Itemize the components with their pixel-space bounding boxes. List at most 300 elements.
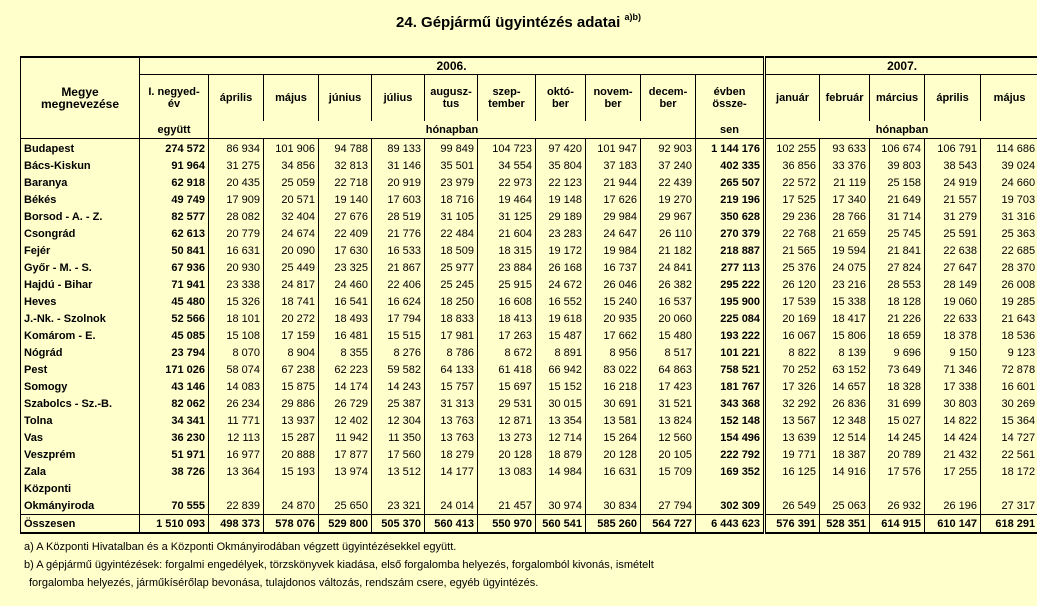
- cell-q1: 36 230: [140, 429, 209, 446]
- table-row: [21, 293, 1037, 310]
- cell-q1: 62 918: [140, 174, 209, 191]
- cell-month-2007: 14 916: [820, 463, 870, 480]
- cell-month: 14 174: [319, 378, 372, 395]
- cell-month-2007: 18 536: [981, 327, 1037, 344]
- cell-month-2007: 25 745: [870, 225, 925, 242]
- cell-month: 15 287: [264, 429, 319, 446]
- cell-month: 18 279: [425, 446, 478, 463]
- cell-month-2007: 21 643: [981, 310, 1037, 327]
- cell-annual: 169 352: [696, 463, 765, 480]
- cell-q1: 50 841: [140, 242, 209, 259]
- cell-month: 13 763: [425, 429, 478, 446]
- cell-month-2007: 25 063: [820, 497, 870, 515]
- cell-month: 8 956: [586, 344, 641, 361]
- cell-month-2007: 17 340: [820, 191, 870, 208]
- cell-month: 32 813: [319, 157, 372, 174]
- header-month-2007: május: [981, 75, 1037, 122]
- row-name: J.-Nk. - Szolnok: [21, 310, 140, 327]
- cell-month: 31 275: [209, 157, 264, 174]
- cell-month-2007: 20 789: [870, 446, 925, 463]
- cell-month: 26 382: [641, 276, 696, 293]
- row-name: Békés: [21, 191, 140, 208]
- cell-month-2007: 14 424: [925, 429, 981, 446]
- header-month-2007: március: [870, 75, 925, 122]
- table-row: [21, 208, 1037, 225]
- cell-month-2007: 31 714: [870, 208, 925, 225]
- cell-month-2007: 22 685: [981, 242, 1037, 259]
- cell-month-2007: 576 391: [765, 515, 820, 534]
- cell-month: 8 355: [319, 344, 372, 361]
- cell-month: 21 604: [478, 225, 536, 242]
- cell-month: 25 915: [478, 276, 536, 293]
- cell-month-2007: 22 633: [925, 310, 981, 327]
- table-row: [21, 480, 1037, 497]
- cell-month: 505 370: [372, 515, 425, 534]
- cell-month: 26 168: [536, 259, 586, 276]
- cell-month: 8 517: [641, 344, 696, 361]
- cell-month: 20 128: [478, 446, 536, 463]
- cell-month-2007: 8 139: [820, 344, 870, 361]
- table-row: [21, 412, 1037, 429]
- cell-annual: 154 496: [696, 429, 765, 446]
- cell-month: 20 571: [264, 191, 319, 208]
- cell-month: 11 771: [209, 412, 264, 429]
- cell-month: 83 022: [586, 361, 641, 378]
- cell-month-2007: 25 363: [981, 225, 1037, 242]
- cell-month-2007: 39 803: [870, 157, 925, 174]
- header-month-2006: szep- tember: [478, 75, 536, 122]
- cell-month-2007: 21 119: [820, 174, 870, 191]
- table-row: [21, 225, 1037, 242]
- cell-month: 12 304: [372, 412, 425, 429]
- cell-month-2007: 27 824: [870, 259, 925, 276]
- cell-month-2007: 21 659: [820, 225, 870, 242]
- cell-q1: 71 941: [140, 276, 209, 293]
- cell-month: 22 839: [209, 497, 264, 515]
- cell-month-2007: 19 771: [765, 446, 820, 463]
- table-row: [21, 174, 1037, 191]
- cell-annual: 265 507: [696, 174, 765, 191]
- cell-month-2007: 28 370: [981, 259, 1037, 276]
- cell-month: 19 140: [319, 191, 372, 208]
- cell-month: 550 970: [478, 515, 536, 534]
- cell-month-2007: 9 123: [981, 344, 1037, 361]
- cell-month: 13 763: [425, 412, 478, 429]
- cell-month: 24 647: [586, 225, 641, 242]
- cell-month-2007: 26 008: [981, 276, 1037, 293]
- cell-month: 17 662: [586, 327, 641, 344]
- cell-month: 15 193: [264, 463, 319, 480]
- cell-month: 58 074: [209, 361, 264, 378]
- cell-month: 29 886: [264, 395, 319, 412]
- cell-month: 16 737: [586, 259, 641, 276]
- cell-month-2007: 71 346: [925, 361, 981, 378]
- cell-month: 564 727: [641, 515, 696, 534]
- cell-q1: 45 480: [140, 293, 209, 310]
- row-name: Pest: [21, 361, 140, 378]
- cell-q1: 91 964: [140, 157, 209, 174]
- cell-month: 30 015: [536, 395, 586, 412]
- cell-month-2007: 19 594: [820, 242, 870, 259]
- cell-month: 25 387: [372, 395, 425, 412]
- cell-month: 29 984: [586, 208, 641, 225]
- cell-month-2007: 14 657: [820, 378, 870, 395]
- cell-annual: 343 368: [696, 395, 765, 412]
- cell-month: 92 903: [641, 139, 696, 158]
- cell-month: 20 272: [264, 310, 319, 327]
- cell-month: 17 877: [319, 446, 372, 463]
- row-name: Okmányiroda: [21, 497, 140, 515]
- cell-month: 23 338: [209, 276, 264, 293]
- cell-month: 16 624: [372, 293, 425, 310]
- cell-month: 64 863: [641, 361, 696, 378]
- header-row-label: Megye megnevezése: [21, 57, 140, 139]
- cell-month: 12 402: [319, 412, 372, 429]
- cell-month: 23 325: [319, 259, 372, 276]
- cell-month: 16 537: [641, 293, 696, 310]
- header-q1-unit: együtt: [140, 121, 209, 139]
- cell-month-2007: 21 432: [925, 446, 981, 463]
- cell-month: 560 541: [536, 515, 586, 534]
- row-name: Borsod - A. - Z.: [21, 208, 140, 225]
- cell-month: 24 460: [319, 276, 372, 293]
- cell-q1: 274 572: [140, 139, 209, 158]
- cell-month: 101 906: [264, 139, 319, 158]
- title-footnote-marker: a)b): [624, 12, 641, 22]
- cell-month: 14 984: [536, 463, 586, 480]
- cell-month-2007: 9 150: [925, 344, 981, 361]
- cell-month: 15 108: [209, 327, 264, 344]
- cell-month: 20 435: [209, 174, 264, 191]
- cell-month: 16 218: [586, 378, 641, 395]
- cell-month: 19 618: [536, 310, 586, 327]
- cell-annual: 758 521: [696, 361, 765, 378]
- cell-month-2007: 26 932: [870, 497, 925, 515]
- row-name: Heves: [21, 293, 140, 310]
- cell-month-2007: 15 338: [820, 293, 870, 310]
- cell-month: 26 046: [586, 276, 641, 293]
- cell-month: 28 082: [209, 208, 264, 225]
- cell-month: 16 608: [478, 293, 536, 310]
- cell-month-2007: 25 158: [870, 174, 925, 191]
- cell-month-2007: 30 269: [981, 395, 1037, 412]
- cell-month: 35 804: [536, 157, 586, 174]
- cell-month: 18 101: [209, 310, 264, 327]
- header-month-2007: február: [820, 75, 870, 122]
- cell-month: 15 487: [536, 327, 586, 344]
- cell-month: 29 531: [478, 395, 536, 412]
- cell-annual: 225 084: [696, 310, 765, 327]
- cell-month: 11 350: [372, 429, 425, 446]
- cell-month-2007: 17 539: [765, 293, 820, 310]
- cell-month: 24 817: [264, 276, 319, 293]
- cell-month: 30 834: [586, 497, 641, 515]
- cell-month: 18 833: [425, 310, 478, 327]
- cell-month: 29 189: [536, 208, 586, 225]
- table-row: [21, 446, 1037, 463]
- row-name: Somogy: [21, 378, 140, 395]
- cell-month: 25 977: [425, 259, 478, 276]
- cell-month-2007: 17 338: [925, 378, 981, 395]
- cell-month: 31 105: [425, 208, 478, 225]
- cell-month: 24 674: [264, 225, 319, 242]
- cell-month: 17 603: [372, 191, 425, 208]
- cell-month: 37 240: [641, 157, 696, 174]
- cell-month: 22 439: [641, 174, 696, 191]
- cell-month: 21 944: [586, 174, 641, 191]
- cell-month: 18 741: [264, 293, 319, 310]
- cell-month: 8 904: [264, 344, 319, 361]
- cell-month: 13 364: [209, 463, 264, 480]
- cell-month-2007: 18 172: [981, 463, 1037, 480]
- cell-annual: 181 767: [696, 378, 765, 395]
- cell-month-2007: 18 128: [870, 293, 925, 310]
- cell-month-2007: 31 699: [870, 395, 925, 412]
- cell-month: 560 413: [425, 515, 478, 534]
- cell-month-2007: 528 351: [820, 515, 870, 534]
- cell-month-2007: 25 591: [925, 225, 981, 242]
- cell-month: 17 263: [478, 327, 536, 344]
- cell-month-2007: 31 279: [925, 208, 981, 225]
- cell-month: 31 146: [372, 157, 425, 174]
- cell-q1: 34 341: [140, 412, 209, 429]
- cell-month: 13 512: [372, 463, 425, 480]
- cell-month: 24 841: [641, 259, 696, 276]
- cell-month: 20 105: [641, 446, 696, 463]
- cell-month: 25 449: [264, 259, 319, 276]
- cell-month: 30 974: [536, 497, 586, 515]
- cell-month-2007: 72 878: [981, 361, 1037, 378]
- cell-annual: 302 309: [696, 497, 765, 515]
- page-title: 24. Gépjármű ügyintézés adatai $^{a)b)}$: [396, 12, 641, 31]
- cell-month: 16 481: [319, 327, 372, 344]
- row-name: Szabolcs - Sz.-B.: [21, 395, 140, 412]
- cell-month-2007: 20 169: [765, 310, 820, 327]
- cell-month-2007: 28 553: [870, 276, 925, 293]
- cell-month-2007: 16 601: [981, 378, 1037, 395]
- header-month-2006: május: [264, 75, 319, 122]
- cell-month: 28 519: [372, 208, 425, 225]
- cell-month: 20 128: [586, 446, 641, 463]
- cell-month-2007: 8 822: [765, 344, 820, 361]
- header-monthly-unit: hónapban: [209, 121, 696, 139]
- cell-month: 17 909: [209, 191, 264, 208]
- header-month-2006: augusz- tus: [425, 75, 478, 122]
- cell-month-2007: 18 417: [820, 310, 870, 327]
- header-month-2006: decem- ber: [641, 75, 696, 122]
- cell-month: 15 326: [209, 293, 264, 310]
- row-name: Nógrád: [21, 344, 140, 361]
- table-row: [21, 157, 1037, 174]
- cell-month-2007: 21 649: [870, 191, 925, 208]
- header-month-2006: novem- ber: [586, 75, 641, 122]
- cell-month: 64 133: [425, 361, 478, 378]
- cell-annual: 218 887: [696, 242, 765, 259]
- cell-month: 19 270: [641, 191, 696, 208]
- cell-month: 11 942: [319, 429, 372, 446]
- cell-month: 24 672: [536, 276, 586, 293]
- cell-annual: 1 144 176: [696, 139, 765, 158]
- cell-month-2007: 22 572: [765, 174, 820, 191]
- table-row: [21, 191, 1037, 208]
- cell-month: 31 521: [641, 395, 696, 412]
- cell-month: 22 484: [425, 225, 478, 242]
- cell-month: 30 691: [586, 395, 641, 412]
- cell-month-2007: 29 236: [765, 208, 820, 225]
- cell-month-2007: 18 328: [870, 378, 925, 395]
- cell-month: 13 824: [641, 412, 696, 429]
- cell-month: 20 888: [264, 446, 319, 463]
- table-row: [21, 378, 1037, 395]
- cell-month: 16 533: [372, 242, 425, 259]
- table-row: [21, 361, 1037, 378]
- header-year-2006: 2006.: [140, 57, 765, 75]
- cell-q1: 62 613: [140, 225, 209, 242]
- cell-month: 35 501: [425, 157, 478, 174]
- cell-month-2007: 36 856: [765, 157, 820, 174]
- cell-month-2007: 24 660: [981, 174, 1037, 191]
- cell-annual: 402 335: [696, 157, 765, 174]
- cell-month-2007: 21 557: [925, 191, 981, 208]
- cell-month: 13 581: [586, 412, 641, 429]
- table-row: [21, 242, 1037, 259]
- cell-month: 16 631: [209, 242, 264, 259]
- cell-month-2007: 27 647: [925, 259, 981, 276]
- cell-annual: 193 222: [696, 327, 765, 344]
- row-name: Budapest: [21, 139, 140, 158]
- header-q1: I. negyed- év: [140, 75, 209, 122]
- cell-month: 12 560: [641, 429, 696, 446]
- cell-q1: 45 085: [140, 327, 209, 344]
- cell-month-2007: 18 387: [820, 446, 870, 463]
- cell-q1: 38 726: [140, 463, 209, 480]
- cell-month: 16 552: [536, 293, 586, 310]
- cell-month: 34 856: [264, 157, 319, 174]
- cell-month: 26 234: [209, 395, 264, 412]
- cell-month: 19 984: [586, 242, 641, 259]
- cell-month: 18 413: [478, 310, 536, 327]
- cell-month-2007: 18 378: [925, 327, 981, 344]
- cell-month: 20 779: [209, 225, 264, 242]
- table-row: [21, 259, 1037, 276]
- cell-month-2007: 12 348: [820, 412, 870, 429]
- cell-month: 20 919: [372, 174, 425, 191]
- cell-month-2007: 19 703: [981, 191, 1037, 208]
- cell-month: 29 967: [641, 208, 696, 225]
- table-row: [21, 310, 1037, 327]
- cell-month: 22 123: [536, 174, 586, 191]
- cell-q1: 70 555: [140, 497, 209, 515]
- cell-month: 14 083: [209, 378, 264, 395]
- cell-month-2007: 22 768: [765, 225, 820, 242]
- cell-month: 22 973: [478, 174, 536, 191]
- cell-month: 18 716: [425, 191, 478, 208]
- cell-month: 89 133: [372, 139, 425, 158]
- cell-annual: 101 221: [696, 344, 765, 361]
- table-row: [21, 276, 1037, 293]
- cell-month: 578 076: [264, 515, 319, 534]
- header-month-2007: január: [765, 75, 820, 122]
- cell-month: 59 582: [372, 361, 425, 378]
- row-name: Vas: [21, 429, 140, 446]
- cell-annual: 295 222: [696, 276, 765, 293]
- cell-month: 13 937: [264, 412, 319, 429]
- row-name: Komárom - E.: [21, 327, 140, 344]
- cell-month-2007: 70 252: [765, 361, 820, 378]
- cell-month: 15 264: [586, 429, 641, 446]
- cell-month: 8 070: [209, 344, 264, 361]
- cell-month-2007: 13 567: [765, 412, 820, 429]
- row-name: Csongrád: [21, 225, 140, 242]
- cell-month: 15 757: [425, 378, 478, 395]
- cell-month: 15 480: [641, 327, 696, 344]
- cell-month-2007: 102 255: [765, 139, 820, 158]
- cell-month-2007: 24 919: [925, 174, 981, 191]
- cell-annual: 270 379: [696, 225, 765, 242]
- cell-month: 21 776: [372, 225, 425, 242]
- cell-month: 16 977: [209, 446, 264, 463]
- cell-month: 12 871: [478, 412, 536, 429]
- cell-month-2007: 28 149: [925, 276, 981, 293]
- cell-month-2007: 618 291: [981, 515, 1037, 534]
- cell-month-2007: 25 376: [765, 259, 820, 276]
- cell-month: 529 800: [319, 515, 372, 534]
- footnote-b-cont: forgalomba helyezés, járműkísérőlap bevonása, tulajdonos változás, rendszám csere, egyéb ügyintézés.: [29, 577, 539, 589]
- cell-month: 21 182: [641, 242, 696, 259]
- cell-month: 17 981: [425, 327, 478, 344]
- cell-month: 18 315: [478, 242, 536, 259]
- header-annual: évben össze-: [696, 75, 765, 122]
- cell-month: 8 276: [372, 344, 425, 361]
- cell-month-2007: 22 561: [981, 446, 1037, 463]
- cell-month-2007: 17 326: [765, 378, 820, 395]
- cell-month: 37 183: [586, 157, 641, 174]
- cell-month-2007: 31 316: [981, 208, 1037, 225]
- table-row: [21, 139, 1037, 158]
- cell-month-2007: 106 791: [925, 139, 981, 158]
- cell-month: 17 159: [264, 327, 319, 344]
- table-row: [21, 327, 1037, 344]
- cell-q1: 171 026: [140, 361, 209, 378]
- cell-month: 94 788: [319, 139, 372, 158]
- cell-month-2007: 28 766: [820, 208, 870, 225]
- cell-month-2007: 12 514: [820, 429, 870, 446]
- cell-month: 19 172: [536, 242, 586, 259]
- header-month-2006: július: [372, 75, 425, 122]
- footnote-a: a) A Központi Hivatalban és a Központi Okmányirodában végzett ügyintézésekkel együtt.: [24, 541, 457, 553]
- cell-month-2007: 114 686: [981, 139, 1037, 158]
- cell-month-2007: 14 245: [870, 429, 925, 446]
- row-name: Összesen: [21, 515, 140, 534]
- cell-month-2007: 17 576: [870, 463, 925, 480]
- cell-month: 21 457: [478, 497, 536, 515]
- cell-month: 14 243: [372, 378, 425, 395]
- cell-q1: 52 566: [140, 310, 209, 327]
- cell-month-2007: 23 216: [820, 276, 870, 293]
- cell-month-2007: 33 376: [820, 157, 870, 174]
- header-year-2007: 2007.: [765, 57, 1037, 75]
- cell-month-2007: 610 147: [925, 515, 981, 534]
- cell-month: 25 059: [264, 174, 319, 191]
- cell-month: 22 718: [319, 174, 372, 191]
- header-month-2007: április: [925, 75, 981, 122]
- cell-month-2007: 15 806: [820, 327, 870, 344]
- cell-annual: 222 792: [696, 446, 765, 463]
- cell-month: 20 060: [641, 310, 696, 327]
- cell-month: 15 152: [536, 378, 586, 395]
- cell-month: 16 631: [586, 463, 641, 480]
- cell-month: 20 930: [209, 259, 264, 276]
